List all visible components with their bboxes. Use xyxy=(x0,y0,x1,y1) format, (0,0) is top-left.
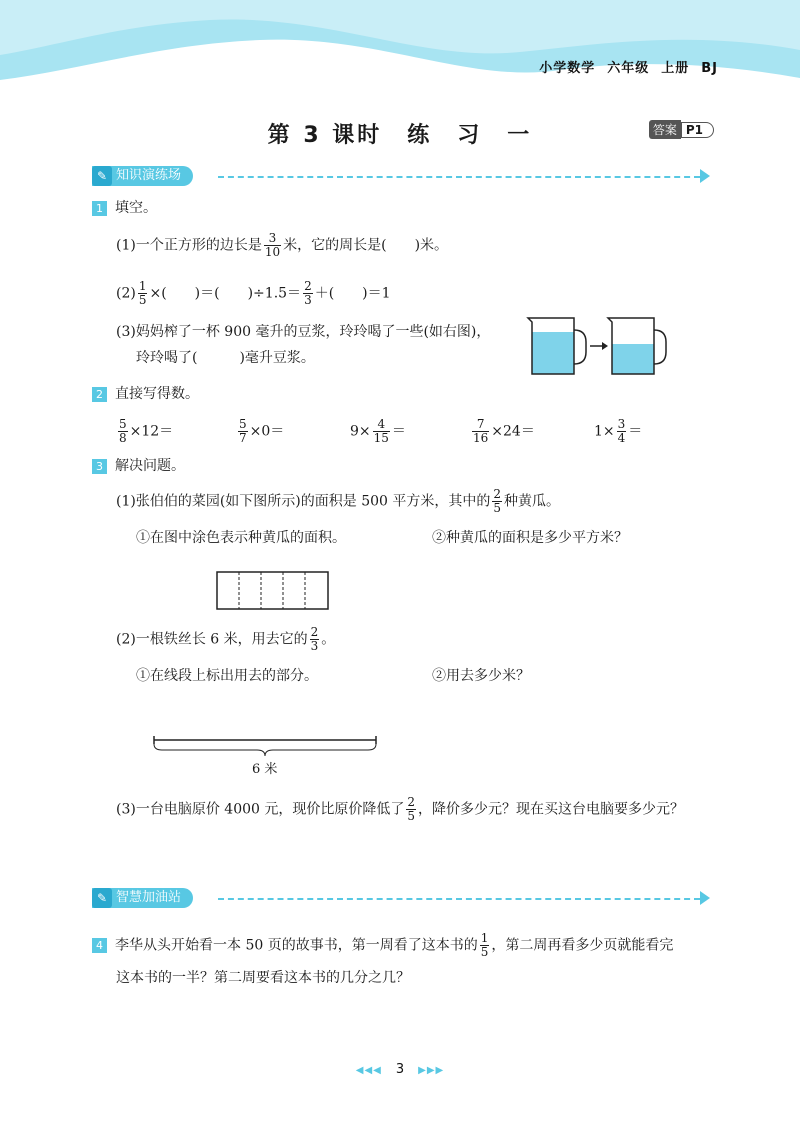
q4-line1: 4 李华从头开始看一本 50 页的故事书，第一周看了这本书的 $\frac{1}{5}$ ，第二周再看多少页就能看完 xyxy=(92,932,673,959)
q3-part2-sub1: ①在线段上标出用去的部分。 xyxy=(136,668,318,684)
section-title-2: 智慧加油站 xyxy=(116,890,182,905)
segment-length-label: 6 米 xyxy=(252,762,278,777)
q2-item-3: 9× $\frac{4}{15}$ ＝ xyxy=(350,417,406,445)
answer-page: P1 xyxy=(681,122,714,138)
arrow-icon xyxy=(700,169,710,183)
q3-part1-sub2: ②种黄瓜的面积是多少平方米？ xyxy=(432,530,628,546)
q3-text: 解决问题。 xyxy=(115,458,185,474)
q2-number: 2 xyxy=(92,387,107,402)
q4-line2: 这本书的一半？第二周要看这本书的几分之几？ xyxy=(116,970,410,986)
q4-number: 4 xyxy=(92,938,107,953)
garden-rectangle[interactable] xyxy=(216,571,330,611)
section-divider-1 xyxy=(218,176,700,178)
section-header-1 xyxy=(92,165,193,187)
q3-part2: (2)一根铁丝长 6 米，用去它的 $\frac{2}{3}$ 。 xyxy=(116,625,336,653)
q1-text: 填空。 xyxy=(115,200,157,216)
q3-part2-sub2: ②用去多少米？ xyxy=(432,668,530,684)
q2-heading xyxy=(92,384,199,404)
arrow-icon xyxy=(700,891,710,905)
q1-part1: (1)一个正方形的边长是 $\frac{3}{10}$ 米，它的周长是( )米。 xyxy=(116,231,449,259)
volume: 上册 xyxy=(661,61,690,76)
q2-item-1: $\frac{5}{8}$ ×12＝ xyxy=(119,417,174,445)
page-title: 第 3 课时 练 习 一 xyxy=(267,123,533,148)
pencil-icon: ✎ xyxy=(92,888,112,908)
q2-item-5: 1× $\frac{3}{4}$ ＝ xyxy=(594,417,643,445)
q1-part2: (2) $\frac{1}{5}$ ×( )＝( )÷1.5＝ $\frac{2}{3}$ ＋( )＝1 xyxy=(116,279,391,307)
section-title-1: 知识演练场 xyxy=(116,168,182,183)
answer-label: 答案 xyxy=(649,120,681,139)
page-number: 3 xyxy=(395,1062,405,1077)
q2-text: 直接写得数。 xyxy=(115,386,199,402)
edition: BJ xyxy=(701,61,718,76)
q3-part1: (1)张伯伯的菜园(如下图所示)的面积是 500 平方米，其中的 $\frac{2}{5}$ 种黄瓜。 xyxy=(116,487,561,515)
header-wave xyxy=(0,0,800,95)
q2-item-2: $\frac{5}{7}$ ×0＝ xyxy=(239,417,285,445)
q1-number: 1 xyxy=(92,201,107,216)
grade: 六年级 xyxy=(607,61,650,76)
beaker-figure xyxy=(520,312,700,378)
prev-arrows-icon: ◀◀◀ xyxy=(355,1065,382,1076)
section-divider-2 xyxy=(218,898,700,900)
q3-part1-sub1: ①在图中涂色表示种黄瓜的面积。 xyxy=(136,530,346,546)
q3-heading xyxy=(92,456,185,476)
next-arrows-icon: ▶▶▶ xyxy=(418,1065,445,1076)
q1-part3-line1: (3)妈妈榨了一杯 900 毫升的豆浆，玲玲喝了一些(如右图)， xyxy=(116,324,491,340)
q2-item-4: $\frac{7}{16}$ ×24＝ xyxy=(473,417,535,445)
wire-segment[interactable] xyxy=(150,736,380,760)
q3-number: 3 xyxy=(92,459,107,474)
section-header-2 xyxy=(92,887,193,909)
answer-badge[interactable] xyxy=(649,120,714,139)
q1-part3-line2: 玲玲喝了( )毫升豆浆。 xyxy=(136,350,315,366)
q3-part3: (3)一台电脑原价 4000 元，现价比原价降低了 $\frac{2}{5}$ ，降价多少元？现在买这台电脑要多少元？ xyxy=(116,795,684,823)
page-footer xyxy=(0,1062,800,1077)
pencil-icon: ✎ xyxy=(92,166,112,186)
q1-heading xyxy=(92,198,157,218)
header-info xyxy=(527,57,718,76)
subject: 小学数学 xyxy=(539,61,596,76)
